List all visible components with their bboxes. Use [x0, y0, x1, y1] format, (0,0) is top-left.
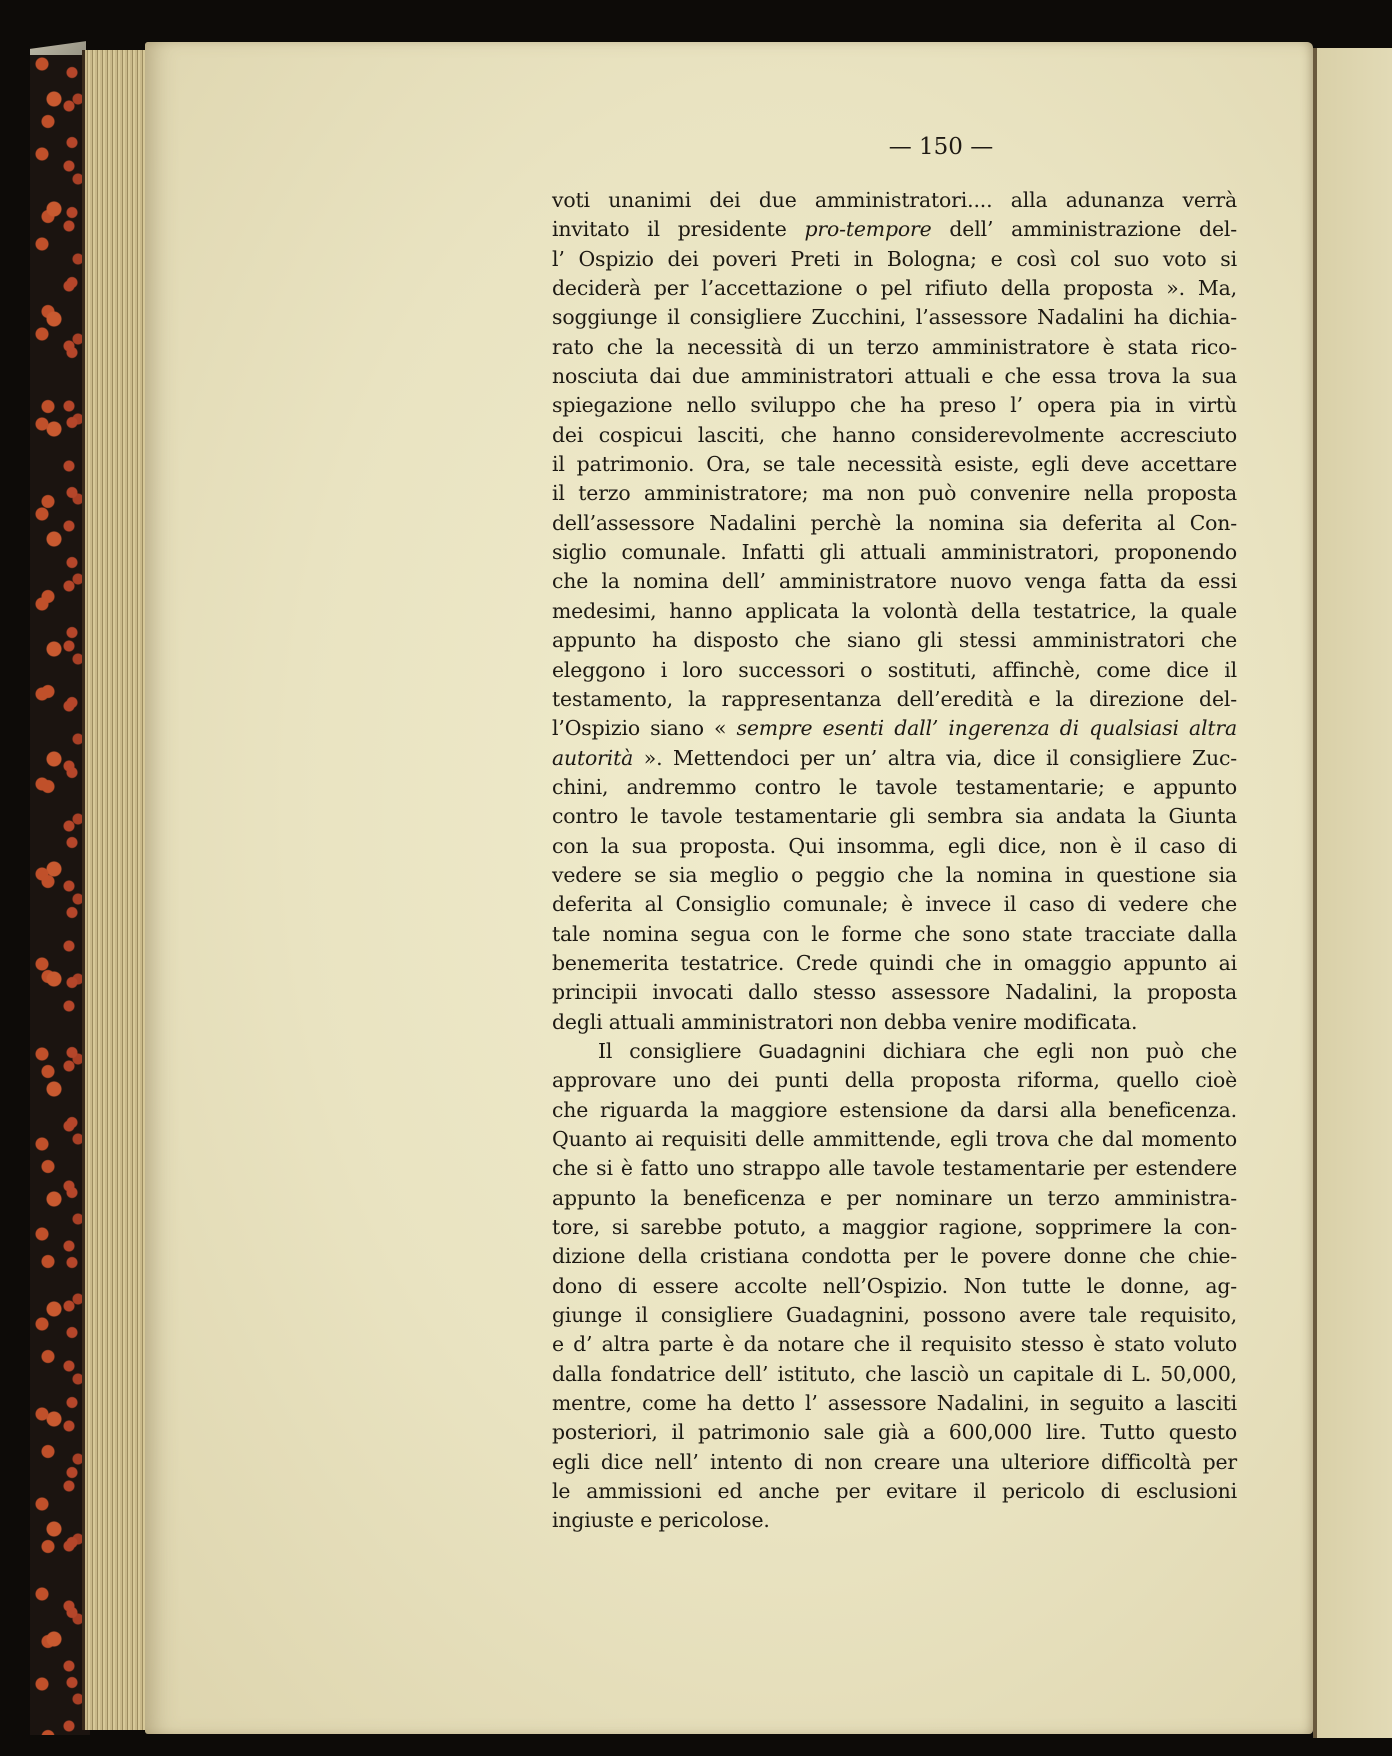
- text-line: [552, 744, 1237, 773]
- text-segment: dell’ amministrazione del-: [931, 217, 1237, 242]
- text-line: [552, 1301, 1237, 1330]
- text-line: [552, 1184, 1237, 1213]
- text-line: [552, 274, 1237, 303]
- text-line: [552, 1389, 1237, 1418]
- text-line: [552, 509, 1237, 538]
- text-segment: contro le tavole testamentarie gli sembra sia andata la Giunta: [552, 804, 1237, 829]
- text-line: [552, 303, 1237, 332]
- page-number: [0, 134, 1392, 160]
- text-segment: appunto la beneficenza e per nominare un terzo amministra-: [552, 1185, 1237, 1210]
- text-segment: dalla fondatrice dell’ istituto, che lasciò un capitale di L. 50,000,: [552, 1361, 1237, 1386]
- text-segment: voti unanimi dei due amministratori.... alla adunanza verrà: [552, 188, 1237, 212]
- text-segment: siglio comunale. Infatti gli attuali amministratori, proponendo: [552, 540, 1237, 565]
- text-segment: testamento, la rappresentanza dell’eredità e la direzione del-: [552, 686, 1237, 711]
- text-segment: deferita al Consiglio comunale; è invece il caso di vedere che: [552, 892, 1237, 917]
- text-segment: egli dice nell’ intento di non creare una ulteriore difficoltà per: [552, 1449, 1237, 1474]
- page-number-text: — 150 —: [888, 134, 994, 160]
- text-line: [552, 1066, 1237, 1095]
- text-segment: ingiuste e pericolose.: [552, 1508, 770, 1533]
- text-segment: giunge il consigliere Guadagnini, possono avere tale requisito,: [552, 1303, 1237, 1328]
- text-line: [552, 978, 1237, 1007]
- text-segment: e d’ altra parte è da notare che il requisito stesso è stato voluto: [552, 1332, 1237, 1357]
- text-line: [552, 1448, 1237, 1477]
- marbled-book-edge: [30, 55, 90, 1735]
- text-line: [552, 1037, 1237, 1066]
- text-line: [552, 861, 1237, 890]
- text-segment: le ammissioni ed anche per evitare il pericolo di esclusioni: [552, 1479, 1237, 1504]
- text-line: [552, 1330, 1237, 1359]
- text-line: [552, 949, 1237, 978]
- body-text: [552, 186, 1237, 1536]
- text-line: [552, 450, 1237, 479]
- text-line: [552, 890, 1237, 919]
- text-segment: sempre esenti dall’ ingerenza di qualsiasi altra: [736, 716, 1237, 741]
- text-line: [552, 1477, 1237, 1506]
- text-line: [552, 656, 1237, 685]
- text-segment: il patrimonio. Ora, se tale necessità esiste, egli deve accettare: [552, 452, 1237, 477]
- text-line: [552, 920, 1237, 949]
- text-segment: degli attuali amministratori non debba venire modificata.: [552, 1009, 1138, 1034]
- text-segment: benemerita testatrice. Crede quindi che in omaggio appunto ai: [552, 950, 1237, 975]
- text-line: [552, 714, 1237, 743]
- text-line: [552, 1506, 1237, 1535]
- text-line: [552, 362, 1237, 391]
- text-line: [552, 626, 1237, 655]
- text-segment: dichiara che egli non può che: [865, 1038, 1237, 1063]
- paragraph: [552, 1037, 1237, 1536]
- text-segment: vedere se sia meglio o peggio che la nomina in questione sia: [552, 862, 1237, 887]
- text-line: [552, 1418, 1237, 1447]
- text-segment: posteriori, il patrimonio sale già a 600,000 lire. Tutto questo: [552, 1420, 1237, 1445]
- text-line: [552, 479, 1237, 508]
- text-segment: deciderà per l’accettazione o pel rifiuto della proposta ». Ma,: [552, 276, 1237, 301]
- text-segment: ». Mettendoci per un’ altra via, dice il consigliere Zuc-: [633, 745, 1237, 770]
- text-segment: Guadagnini: [758, 1040, 866, 1063]
- text-segment: medesimi, hanno applicata la volontà della testatrice, la quale: [552, 598, 1237, 623]
- text-segment: appunto ha disposto che siano gli stessi amministratori che: [552, 628, 1237, 653]
- text-line: [552, 333, 1237, 362]
- text-line: [552, 1096, 1237, 1125]
- text-segment: Quanto ai requisiti delle ammittende, egli trova che dal momento: [552, 1127, 1237, 1151]
- text-line: [552, 1272, 1237, 1301]
- text-segment: tale nomina segua con le forme che sono state tracciate dalla: [552, 921, 1237, 946]
- text-line: [552, 391, 1237, 420]
- text-line: [552, 1008, 1237, 1037]
- text-segment: rato che la necessità di un terzo amministratore è stata rico-: [552, 334, 1237, 359]
- text-line: [552, 832, 1237, 861]
- text-segment: Il consigliere: [598, 1038, 759, 1063]
- text-line: [552, 685, 1237, 714]
- text-line: [552, 1360, 1237, 1389]
- paragraph: [552, 186, 1237, 1037]
- text-line: [552, 538, 1237, 567]
- text-line: [552, 773, 1237, 802]
- text-segment: che si è fatto uno strappo alle tavole testamentarie per estendere: [552, 1156, 1237, 1181]
- text-segment: invitato il presidente: [552, 217, 805, 242]
- text-segment: il terzo amministratore; ma non può convenire nella proposta: [552, 481, 1237, 506]
- text-line: [552, 1213, 1237, 1242]
- text-segment: soggiunge il consigliere Zucchini, l’assessore Nadalini ha dichia-: [552, 305, 1237, 330]
- text-line: [552, 1125, 1237, 1154]
- text-line: [552, 597, 1237, 626]
- text-line: [552, 1242, 1237, 1271]
- text-segment: autorità: [552, 745, 634, 770]
- text-segment: pro-tempore: [804, 217, 932, 242]
- text-segment: principii invocati dallo stesso assessore Nadalini, la proposta: [552, 980, 1237, 1005]
- text-line: [552, 567, 1237, 596]
- text-segment: l’Ospizio siano «: [552, 716, 737, 741]
- text-line: [552, 245, 1237, 274]
- text-segment: dizione della cristiana condotta per le povere donne che chie-: [552, 1244, 1237, 1269]
- text-segment: chini, andremmo contro le tavole testamentarie; e appunto: [552, 774, 1237, 799]
- text-line: [552, 1154, 1237, 1183]
- text-segment: l’ Ospizio dei poveri Preti in Bologna; e così col suo voto si: [552, 246, 1237, 271]
- text-segment: che la nomina dell’ amministratore nuovo venga fatta da essi: [552, 569, 1237, 594]
- text-segment: dei cospicui lasciti, che hanno considerevolmente accresciuto: [552, 422, 1237, 447]
- text-segment: con la sua proposta. Qui insomma, egli dice, non è il caso di: [552, 833, 1237, 858]
- text-segment: mentre, come ha detto l’ assessore Nadalini, in seguito a lasciti: [552, 1391, 1237, 1416]
- text-segment: che riguarda la maggiore estensione da darsi alla beneficenza.: [552, 1097, 1237, 1122]
- text-segment: nosciuta dai due amministratori attuali e che essa trova la sua: [552, 364, 1237, 389]
- text-segment: approvare uno dei punti della proposta riforma, quello cioè: [552, 1068, 1237, 1093]
- text-segment: dono di essere accolte nell’Ospizio. Non tutte le donne, ag-: [552, 1273, 1237, 1298]
- text-line: [552, 802, 1237, 831]
- text-line: [552, 186, 1237, 215]
- text-segment: eleggono i loro successori o sostituti, affinchè, come dice il: [552, 657, 1237, 682]
- text-segment: dell’assessore Nadalini perchè la nomina sia deferita al Con-: [552, 510, 1237, 535]
- text-line: [552, 215, 1237, 244]
- facing-page-edge: [1313, 48, 1392, 1738]
- text-segment: tore, si sarebbe potuto, a maggior ragione, sopprimere la con-: [552, 1215, 1237, 1240]
- text-segment: spiegazione nello sviluppo che ha preso l’ opera pia in virtù: [552, 393, 1237, 418]
- text-line: [552, 421, 1237, 450]
